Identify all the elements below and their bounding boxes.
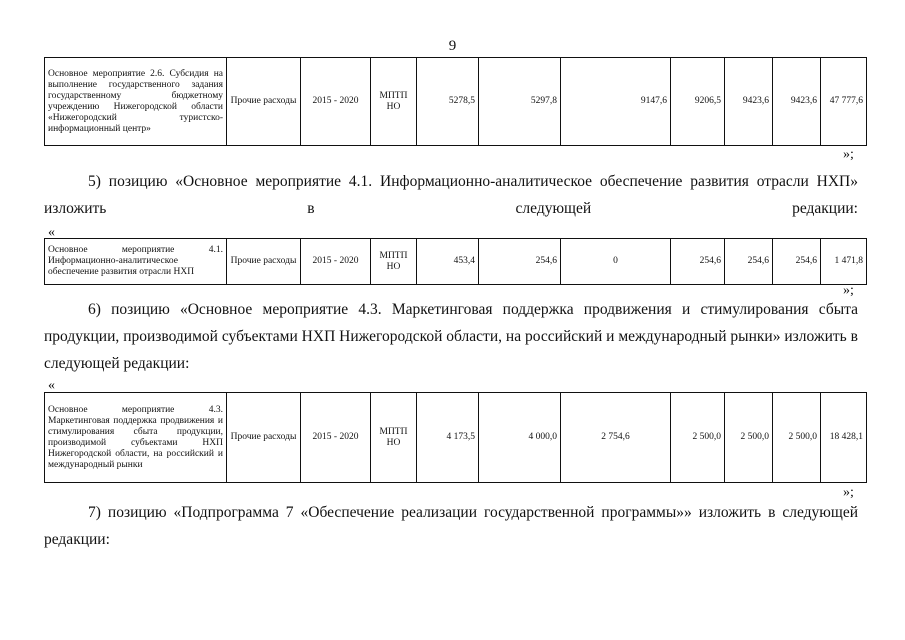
period: 2015 - 2020 [301,393,371,483]
value-2016: 4 000,0 [479,393,561,483]
paragraph-6: 6) позицию «Основное мероприятие 4.3. Маркетинговая поддержка продвижения и стимулирования сбыта продукции, производимой субъектами НХП Нижегородской области, на российский и международный рынки» изложить в следующей редакции: [44,301,858,372]
executor: МПТП НО [371,58,417,146]
value-2020: 2 500,0 [773,393,821,483]
page-number: 9 [448,38,457,54]
value-2019: 9423,6 [725,58,773,146]
executor: МПТП НО [371,239,417,285]
closing-quote: »; [843,485,854,500]
value-total: 47 777,6 [821,58,867,146]
opening-quote: « [48,378,55,393]
closing-quote: »; [843,283,854,298]
expense-type: Прочие расходы [227,58,301,146]
value-2016: 5297,8 [479,58,561,146]
opening-quote: « [48,225,55,240]
table-row [45,239,867,285]
event-name: Основное мероприятие 4.1. Информационно-аналитическое обеспечение развития отрасли НХП [45,239,227,285]
value-2019: 254,6 [725,239,773,285]
value-2018: 9206,5 [671,58,725,146]
value-2020: 9423,6 [773,58,821,146]
event-name: Основное мероприятие 2.6. Субсидия на выполнение государственного задания государственному бюджетному учреждению Нижегородской области «Нижегородский туристско-информационный центр» [45,58,227,146]
expense-type: Прочие расходы [227,239,301,285]
expense-type: Прочие расходы [227,393,301,483]
table-event-4-3 [44,392,867,483]
paragraph-5: 5) позицию «Основное мероприятие 4.1. Информационно-аналитическое обеспечение развития отрасли НХП» изложить в следующей редакции: [44,173,858,217]
value-2017: 0 [561,239,671,285]
value-2015: 453,4 [417,239,479,285]
value-total: 18 428,1 [821,393,867,483]
executor: МПТП НО [371,393,417,483]
period: 2015 - 2020 [301,239,371,285]
table-event-2-6 [44,57,867,146]
value-2017: 2 754,6 [561,393,671,483]
period: 2015 - 2020 [301,58,371,146]
value-2016: 254,6 [479,239,561,285]
value-2018: 2 500,0 [671,393,725,483]
table-event-4-1 [44,238,867,285]
value-2019: 2 500,0 [725,393,773,483]
value-2015: 5278,5 [417,58,479,146]
value-total: 1 471,8 [821,239,867,285]
event-name: Основное мероприятие 4.3. Маркетинговая поддержка продвижения и стимулирования сбыта продукции, производимой субъектами НХП Нижегородской области, на российский и международный рынки [45,393,227,483]
table-row [45,58,867,146]
paragraph-7: 7) позицию «Подпрограмма 7 «Обеспечение реализации государственной программы»» изложить в следующей редакции: [44,504,858,548]
closing-quote: »; [843,147,854,162]
value-2020: 254,6 [773,239,821,285]
table-row [45,393,867,483]
value-2018: 254,6 [671,239,725,285]
value-2017: 9147,6 [561,58,671,146]
value-2015: 4 173,5 [417,393,479,483]
